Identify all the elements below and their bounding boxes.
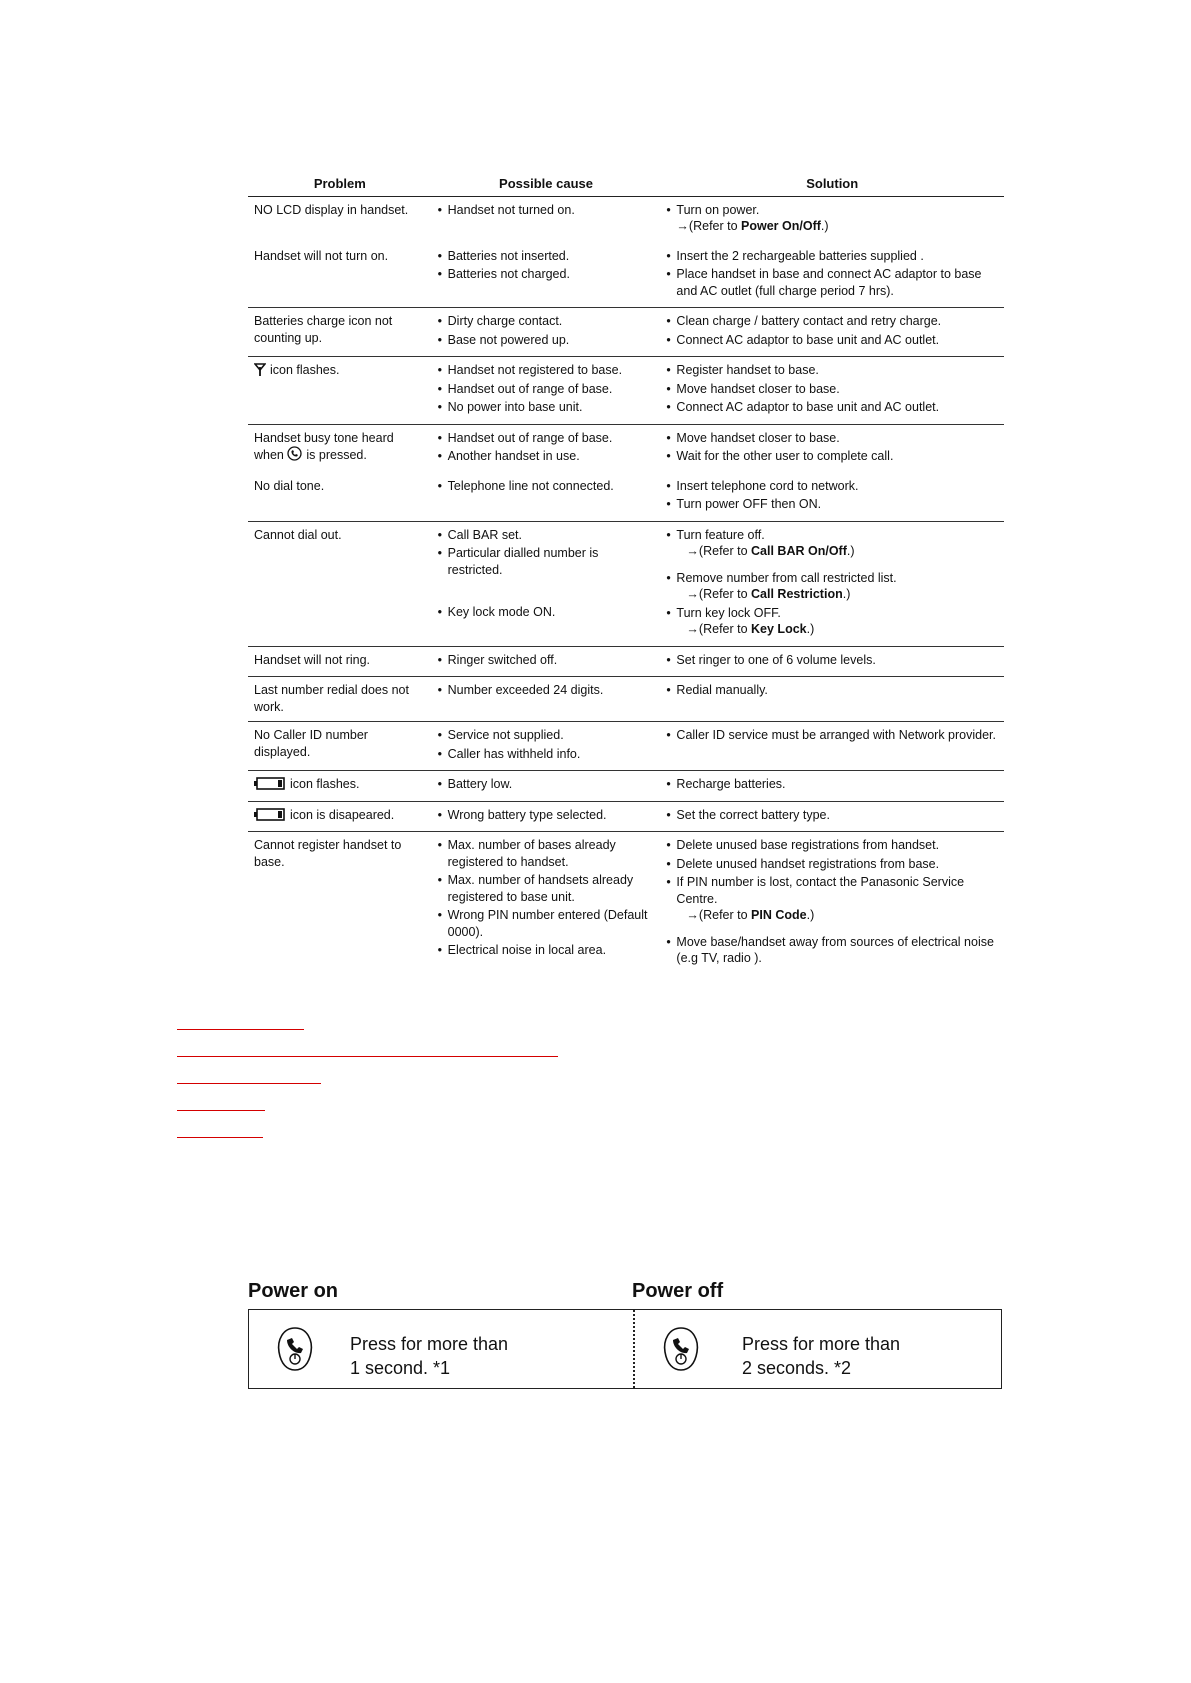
cause-cell xyxy=(432,646,661,677)
power-on-panel xyxy=(249,1310,625,1388)
solution-cell xyxy=(660,801,1004,832)
problem-text: icon flashes. xyxy=(270,363,340,377)
solution-text: If PIN number is lost, contact the Panasonic Service Centre. xyxy=(676,875,965,906)
cause-item: • Electrical noise in local area. xyxy=(438,942,655,959)
ref-target: Call BAR On/Off xyxy=(751,544,847,558)
cause-cell xyxy=(432,424,661,473)
problem-cell: No dial tone. xyxy=(248,473,432,522)
ref-suffix: .) xyxy=(842,587,851,601)
solution-ref xyxy=(676,219,828,233)
problem-cell: Handset will not ring. xyxy=(248,646,432,677)
cause-cell xyxy=(432,308,661,357)
cause-item: • Key lock mode ON. xyxy=(438,604,655,621)
solution-item: • Move handset closer to base. xyxy=(666,430,998,447)
table-row xyxy=(248,243,1004,308)
cause-item: • Another handset in use. xyxy=(438,448,655,465)
cause-item: • Handset out of range of base. xyxy=(438,381,655,398)
link-underlines xyxy=(177,1003,558,1138)
talk-key-icon xyxy=(287,446,302,466)
cause-cell xyxy=(432,243,661,308)
link-underline-4[interactable] xyxy=(177,1084,265,1111)
problem-text: is pressed. xyxy=(306,448,367,462)
solution-item xyxy=(666,570,998,603)
cause-cell xyxy=(432,801,661,832)
ref-prefix: →(Refer to xyxy=(686,587,752,601)
problem-cell xyxy=(248,357,432,425)
cause-item: • No power into base unit. xyxy=(438,399,655,416)
ref-target: PIN Code xyxy=(751,908,807,922)
solution-item: • Turn power OFF then ON. xyxy=(666,496,998,513)
solution-cell xyxy=(660,243,1004,308)
cause-item: • Battery low. xyxy=(438,776,655,793)
solution-cell xyxy=(660,196,1004,243)
cause-item: • Wrong battery type selected. xyxy=(438,807,655,824)
ref-suffix: .) xyxy=(806,622,815,636)
problem-cell: Cannot register handset to base. xyxy=(254,838,402,869)
power-divider xyxy=(633,1310,635,1388)
link-underline-1[interactable] xyxy=(177,1003,304,1030)
solution-item: • Move base/handset away from sources of electrical noise (e.g TV, radio ). xyxy=(666,934,998,967)
cause-cell xyxy=(432,832,661,975)
ref-suffix: .) xyxy=(820,219,829,233)
cause-item: • Wrong PIN number entered (Default 0000). xyxy=(438,907,655,940)
solution-ref xyxy=(676,908,814,922)
solution-item xyxy=(666,202,998,235)
problem-cell: Batteries charge icon not counting up. xyxy=(248,308,432,357)
problem-text: icon flashes. xyxy=(290,777,360,791)
cause-item: • Base not powered up. xyxy=(438,332,655,349)
table-row xyxy=(248,196,1004,243)
power-off-text: Press for more than 2 seconds. *2 xyxy=(742,1334,901,1378)
problem-cell: NO LCD display in handset. xyxy=(254,202,409,217)
power-instructions-box xyxy=(248,1309,1002,1389)
cause-cell xyxy=(432,521,661,646)
solution-cell xyxy=(660,357,1004,425)
problem-cell: Cannot dial out. xyxy=(248,521,432,646)
ref-prefix: →(Refer to xyxy=(686,622,752,636)
cause-item: • Telephone line not connected. xyxy=(438,478,655,495)
cause-item: • Service not supplied. xyxy=(438,727,655,744)
problem-cell: Last number redial does not work. xyxy=(248,677,432,722)
solution-item: • Wait for the other user to complete call. xyxy=(666,448,998,465)
ref-target: Call Restriction xyxy=(751,587,843,601)
problem-cell xyxy=(248,771,432,802)
cause-cell xyxy=(432,357,661,425)
solution-text: Turn on power. xyxy=(676,202,760,217)
cause-cell xyxy=(432,722,661,771)
solution-cell xyxy=(660,832,1004,975)
solution-text: Turn feature off. xyxy=(676,527,765,542)
table-row xyxy=(248,646,1004,677)
solution-cell xyxy=(660,424,1004,473)
power-on-title: Power on xyxy=(248,1280,339,1302)
problem-cell xyxy=(248,424,432,473)
solution-item xyxy=(666,874,998,924)
solution-item: • Recharge batteries. xyxy=(666,776,998,793)
solution-cell xyxy=(660,646,1004,677)
cause-item: • Number exceeded 24 digits. xyxy=(438,682,655,699)
solution-item: • Caller ID service must be arranged with Network provider. xyxy=(666,727,998,744)
cause-item: • Handset not registered to base. xyxy=(438,362,655,379)
problem-text: icon is disapeared. xyxy=(290,807,395,822)
cause-item: • Dirty charge contact. xyxy=(438,313,655,330)
solution-cell xyxy=(660,722,1004,771)
cause-cell xyxy=(432,473,661,522)
cause-item: • Max. number of bases already registered to handset. xyxy=(438,837,655,870)
ref-prefix: →(Refer to xyxy=(676,219,742,233)
cause-item: • Handset not turned on. xyxy=(438,202,655,219)
table-row xyxy=(248,722,1004,771)
solution-cell xyxy=(660,677,1004,722)
cause-cell xyxy=(432,196,661,243)
power-key-icon xyxy=(275,1326,315,1377)
cause-item: • Handset out of range of base. xyxy=(438,430,655,447)
solution-item: • Set the correct battery type. xyxy=(666,807,998,824)
ref-target: Power On/Off xyxy=(741,219,821,233)
table-row xyxy=(248,677,1004,722)
cause-item: • Particular dialled number is restricted. xyxy=(438,545,655,578)
solution-cell xyxy=(660,308,1004,357)
power-on-text: Press for more than 1 second. *1 xyxy=(350,1334,509,1378)
power-off-panel xyxy=(637,1310,1013,1388)
table-header-row xyxy=(248,172,1004,196)
link-underline-3[interactable] xyxy=(177,1057,321,1084)
problem-cell: No Caller ID number displayed. xyxy=(248,722,432,771)
troubleshooting-table-container xyxy=(248,172,1004,975)
solution-item: • Set ringer to one of 6 volume levels. xyxy=(666,652,998,669)
power-key-icon xyxy=(661,1326,701,1377)
table-row xyxy=(248,521,1004,646)
solution-text: Remove number from call restricted list. xyxy=(676,570,897,585)
header-solution: Solution xyxy=(806,176,859,191)
ref-suffix: .) xyxy=(846,544,855,558)
link-underline-5[interactable] xyxy=(177,1111,263,1138)
table-row xyxy=(248,357,1004,425)
solution-item: • Place handset in base and connect AC adaptor to base and AC outlet (full charge period 7 hrs). xyxy=(666,266,998,299)
solution-item: • Delete unused handset registrations from base. xyxy=(666,856,998,873)
solution-item: • Delete unused base registrations from handset. xyxy=(666,837,998,854)
cause-item: • Batteries not charged. xyxy=(438,266,655,283)
table-row xyxy=(248,308,1004,357)
battery-icon xyxy=(254,808,286,826)
table-row xyxy=(248,771,1004,802)
table-row xyxy=(248,832,1004,975)
solution-ref xyxy=(676,622,814,636)
cause-item: • Batteries not inserted. xyxy=(438,248,655,265)
problem-cell: Handset will not turn on. xyxy=(248,243,432,308)
cause-item: • Ringer switched off. xyxy=(438,652,655,669)
solution-text: Turn key lock OFF. xyxy=(676,605,781,620)
header-cause: Possible cause xyxy=(499,176,593,191)
ref-suffix: .) xyxy=(806,908,815,922)
ref-prefix: →(Refer to xyxy=(686,908,752,922)
solution-item xyxy=(666,605,998,638)
solution-ref xyxy=(676,587,850,601)
link-underline-2[interactable] xyxy=(177,1030,558,1057)
solution-item: • Connect AC adaptor to base unit and AC outlet. xyxy=(666,399,998,416)
power-off-title: Power off xyxy=(632,1280,724,1302)
solution-item: • Clean charge / battery contact and retry charge. xyxy=(666,313,998,330)
cause-cell xyxy=(432,677,661,722)
ref-target: Key Lock xyxy=(751,622,807,636)
solution-item: • Insert the 2 rechargeable batteries supplied . xyxy=(666,248,998,265)
solution-item: • Connect AC adaptor to base unit and AC outlet. xyxy=(666,332,998,349)
solution-cell xyxy=(660,521,1004,646)
cause-cell xyxy=(432,771,661,802)
cause-item: • Caller has withheld info. xyxy=(438,746,655,763)
solution-ref xyxy=(676,544,854,558)
solution-item: • Register handset to base. xyxy=(666,362,998,379)
problem-text-pre: Handset busy tone heard when xyxy=(254,430,394,462)
battery-icon xyxy=(254,777,286,795)
solution-item: • Move handset closer to base. xyxy=(666,381,998,398)
ref-prefix: →(Refer to xyxy=(686,544,752,558)
solution-item: • Insert telephone cord to network. xyxy=(666,478,998,495)
problem-cell xyxy=(248,801,432,832)
solution-cell xyxy=(660,771,1004,802)
solution-cell xyxy=(660,473,1004,522)
table-row xyxy=(248,473,1004,522)
solution-item: • Redial manually. xyxy=(666,682,998,699)
cause-item: • Call BAR set. xyxy=(438,527,655,544)
antenna-icon xyxy=(254,363,266,381)
header-problem: Problem xyxy=(313,176,366,191)
cause-item: • Max. number of handsets already registered to base unit. xyxy=(438,872,655,905)
table-row xyxy=(248,801,1004,832)
solution-item xyxy=(666,527,998,560)
table-row xyxy=(248,424,1004,473)
troubleshooting-table xyxy=(248,172,1004,975)
